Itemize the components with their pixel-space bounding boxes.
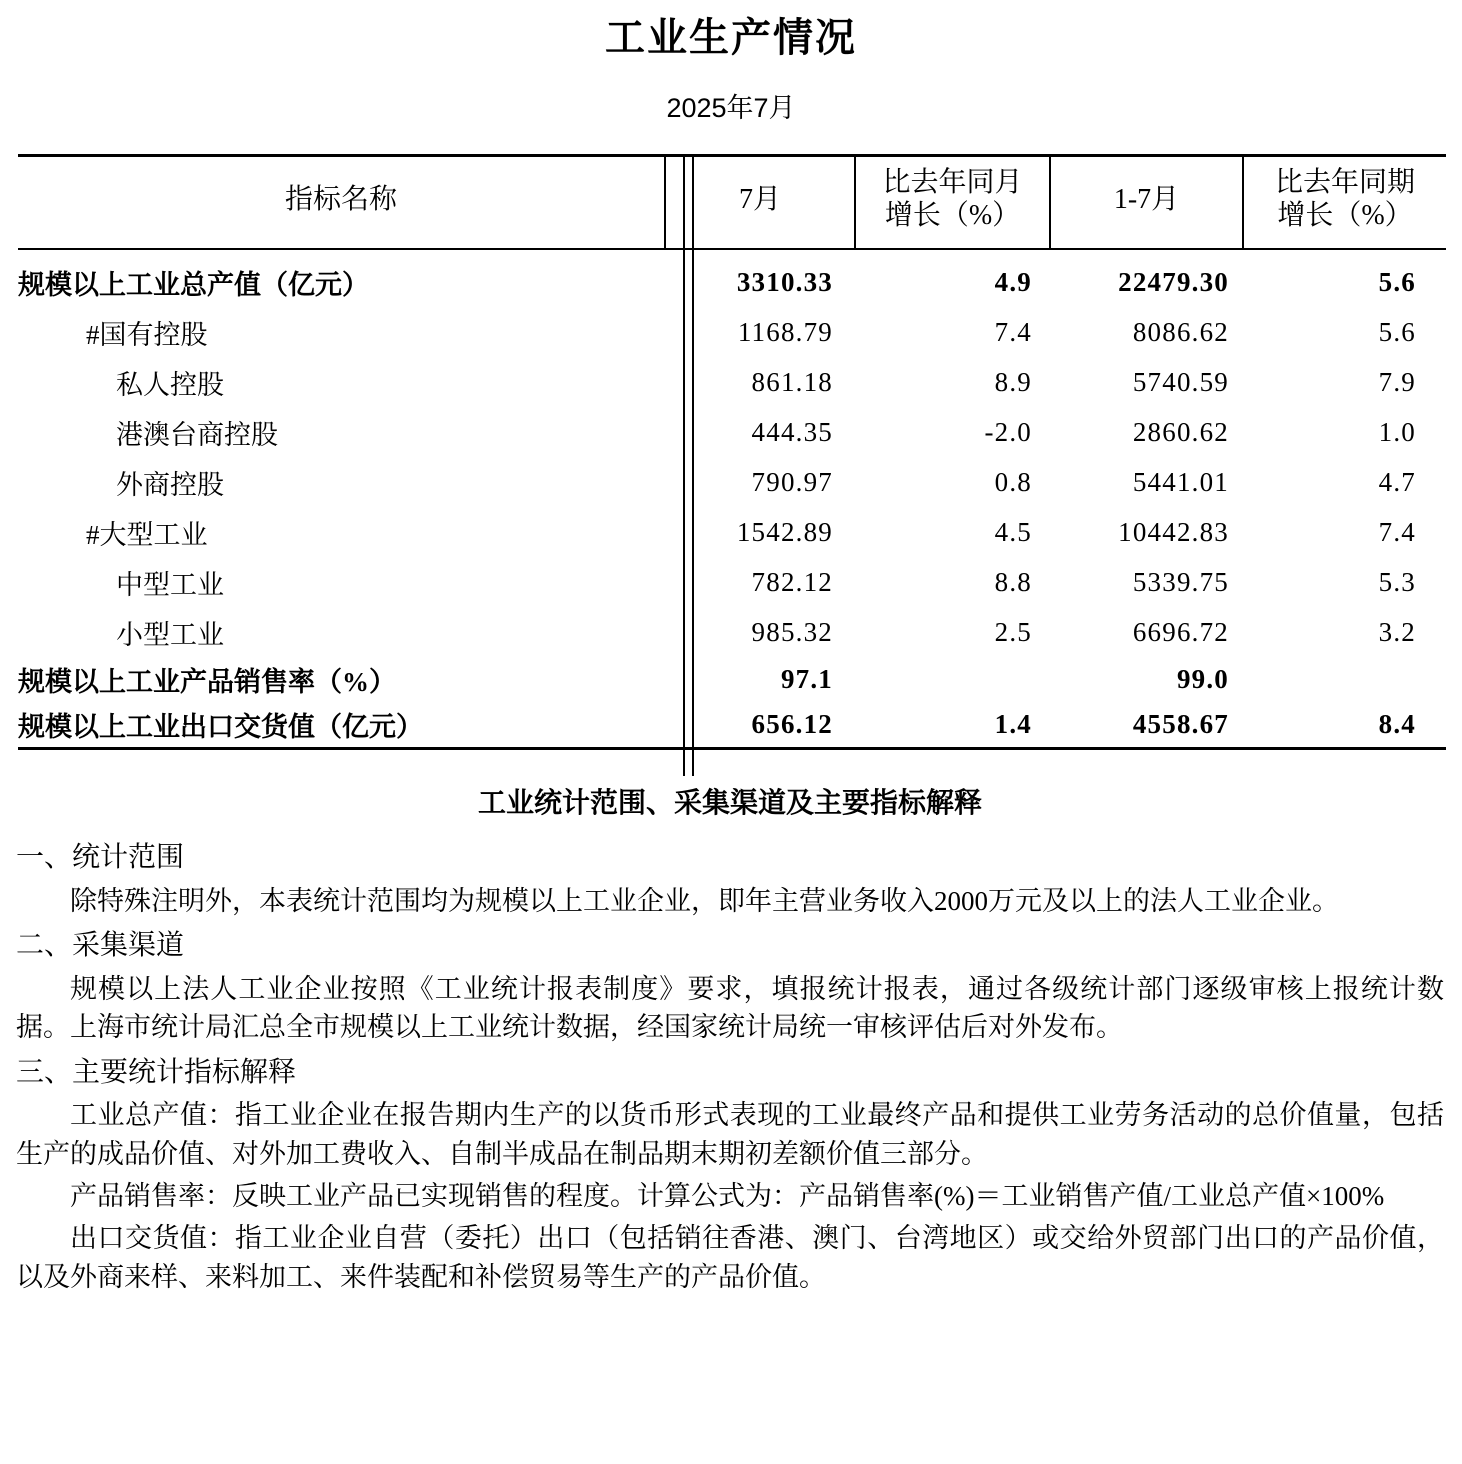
row-label: 外商控股	[116, 469, 224, 500]
notes-section1-paragraph: 除特殊注明外，本表统计范围均为规模以上工业企业，即年主营业务收入2000万元及以上的法人工业企业。	[70, 885, 1339, 916]
table-row	[18, 307, 1446, 357]
cell-cumulative-value: 8086.62	[1132, 316, 1229, 347]
notes-section2-paragraph: 规模以上法人工业企业按照《工业统计报表制度》要求，填报统计报表，通过各级统计部门逐级审核上报统计数据。上海市统计局汇总全市规模以上工业统计数据，经国家统计局统一审核评估后对外发布。	[16, 973, 1444, 1043]
cell-cumulative-growth: 5.6	[1378, 316, 1416, 347]
cell-cumulative-growth: 7.9	[1378, 366, 1416, 397]
column-header-cumulative-growth	[1243, 156, 1446, 249]
cell-month-value: 1168.79	[737, 316, 833, 347]
cell-cumulative-growth: 7.4	[1378, 516, 1416, 547]
cell-month-growth: 4.5	[994, 516, 1032, 547]
cell-month-value: 790.97	[751, 466, 833, 497]
page-subtitle: 2025年7月	[666, 93, 796, 123]
cell-month-growth	[855, 657, 1050, 702]
table-body	[18, 249, 1446, 749]
notes-section2-heading: 二、采集渠道	[16, 930, 185, 962]
cell-month-growth: 2.5	[994, 616, 1032, 647]
cell-month-value: 985.32	[751, 616, 833, 647]
row-label: 中型工业	[116, 569, 224, 600]
column-header-cumulative-growth-line2: 增长（%）	[1277, 199, 1413, 231]
column-header-indicator-name: 指标名称	[284, 183, 397, 215]
cell-cumulative-growth: 5.6	[1378, 266, 1416, 297]
cell-cumulative-value: 5740.59	[1132, 366, 1229, 397]
table-row	[18, 702, 1446, 749]
cell-cumulative-growth: 3.2	[1378, 616, 1416, 647]
table-row	[18, 357, 1446, 407]
cell-month-value: 444.35	[751, 416, 833, 447]
cell-cumulative-growth: 4.7	[1378, 466, 1416, 497]
cell-month-growth: 1.4	[994, 709, 1032, 740]
cell-month-growth: 7.4	[994, 316, 1032, 347]
table-row	[18, 457, 1446, 507]
cell-cumulative-growth: 8.4	[1378, 709, 1416, 740]
table-header	[18, 156, 1446, 249]
cell-month-growth: 8.9	[994, 366, 1032, 397]
row-label: 小型工业	[116, 619, 224, 650]
notes-section3-paragraph-2: 产品销售率：反映工业产品已实现销售的程度。计算公式为：产品销售率(%)＝工业销售产值/工业总产值×100%	[70, 1180, 1385, 1211]
cell-cumulative-value: 10442.83	[1118, 516, 1229, 547]
notes-section1-heading: 一、统计范围	[16, 842, 185, 874]
cell-month-growth: -2.0	[984, 416, 1032, 447]
cell-cumulative-value: 6696.72	[1132, 616, 1229, 647]
table-row	[18, 407, 1446, 457]
cell-cumulative-growth: 5.3	[1378, 566, 1416, 597]
notes-section3-paragraph-1: 工业总产值：指工业企业在报告期内生产的以货币形式表现的工业最终产品和提供工业劳务活动的总价值量，包括生产的成品价值、对外加工费收入、自制半成品在制品期末期初差额价值三部分。	[16, 1100, 1444, 1169]
cell-cumulative-value: 5441.01	[1132, 466, 1229, 497]
notes-section	[16, 750, 1444, 1296]
table-row	[18, 657, 1446, 702]
table-row	[18, 249, 1446, 307]
cell-month-value: 1542.89	[736, 516, 833, 547]
notes-section3-heading: 三、主要统计指标解释	[16, 1056, 297, 1088]
row-label: #国有控股	[86, 319, 208, 350]
column-header-month-growth-line2: 增长（%）	[884, 199, 1021, 231]
cell-cumulative-value: 22479.30	[1118, 266, 1229, 297]
cell-month-growth: 4.9	[994, 266, 1032, 297]
row-label: 规模以上工业总产值（亿元）	[18, 269, 369, 300]
cell-month-value: 782.12	[751, 566, 833, 597]
cell-cumulative-growth	[1243, 657, 1446, 702]
page-title: 工业生产情况	[605, 16, 857, 60]
table-row	[18, 557, 1446, 607]
cell-cumulative-value: 2860.62	[1132, 416, 1229, 447]
statistics-table-container	[18, 124, 1446, 750]
cell-cumulative-value: 4558.67	[1132, 709, 1229, 740]
industrial-production-table	[18, 154, 1446, 750]
column-header-cumulative-growth-line1: 比去年同期	[1274, 167, 1415, 199]
cell-month-value: 656.12	[751, 709, 833, 740]
table-header-row	[18, 156, 1446, 249]
column-header-cumulative: 1-7月	[1050, 156, 1243, 249]
table-row	[18, 607, 1446, 657]
cell-month-value: 861.18	[751, 366, 833, 397]
column-header-month-growth	[855, 156, 1050, 249]
notes-section3-paragraph-3: 出口交货值：指工业企业自营（委托）出口（包括销往香港、澳门、台湾地区）或交给外贸部门出口的产品价值，以及外商来样、来料加工、来件装配和补偿贸易等生产的产品价值。	[16, 1223, 1444, 1292]
cell-cumulative-growth: 1.0	[1378, 416, 1416, 447]
row-label: #大型工业	[86, 519, 208, 550]
column-header-month-growth-line1: 比去年同月	[882, 167, 1023, 199]
cell-month-growth: 8.8	[994, 566, 1032, 597]
column-header-month: 7月	[665, 156, 855, 249]
row-label: 私人控股	[116, 369, 224, 400]
cell-month-growth: 0.8	[994, 466, 1032, 497]
row-label: 规模以上工业产品销售率（%）	[18, 667, 396, 698]
notes-title: 工业统计范围、采集渠道及主要指标解释	[477, 788, 982, 820]
cell-cumulative-value: 5339.75	[1132, 566, 1229, 597]
row-label: 规模以上工业出口交货值（亿元）	[18, 712, 423, 743]
cell-month-value: 3310.33	[736, 266, 833, 297]
cell-cumulative-value: 99.0	[1176, 664, 1229, 695]
table-row	[18, 507, 1446, 557]
row-label: 港澳台商控股	[116, 419, 278, 450]
cell-month-value: 97.1	[780, 664, 833, 695]
